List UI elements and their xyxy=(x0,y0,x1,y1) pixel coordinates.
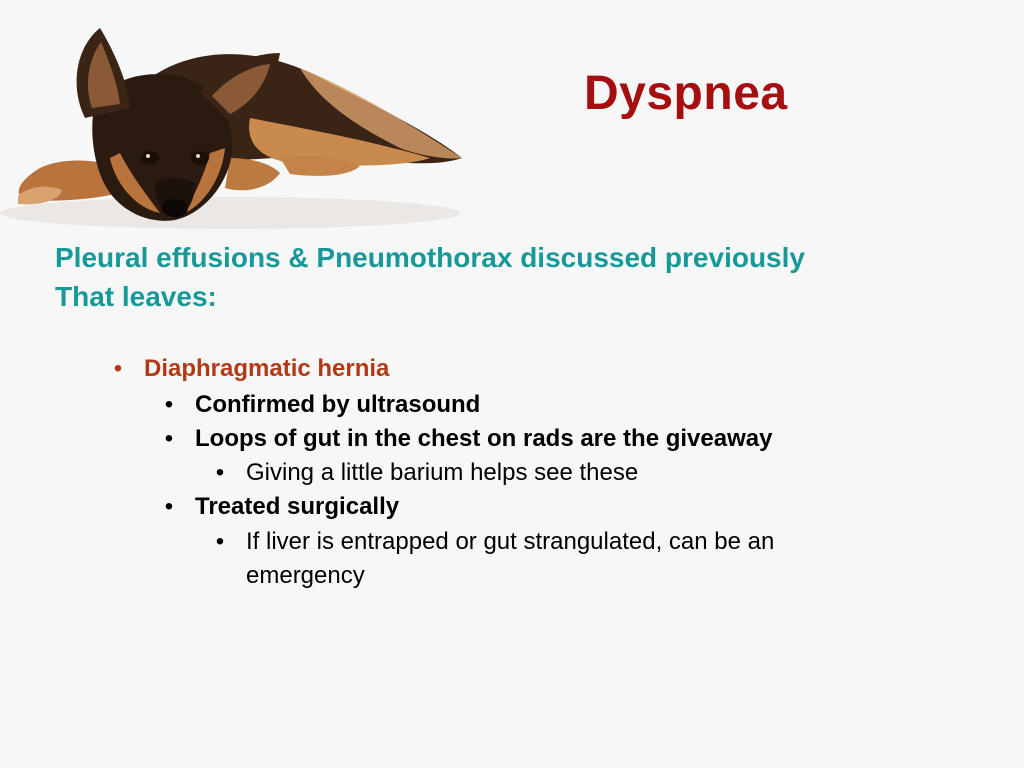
bullet-marker: • xyxy=(215,459,225,486)
bullet-item-confirmed xyxy=(164,390,481,420)
bullet-text: Loops of gut in the chest on rads are the giveaway xyxy=(195,425,773,452)
bullet-marker: • xyxy=(164,391,174,418)
intro-text xyxy=(55,238,805,316)
bullet-marker: • xyxy=(164,425,174,452)
bullet-marker: • xyxy=(113,355,123,382)
bullet-text: Treated surgically xyxy=(195,493,400,520)
bullet-text: If liver is entrapped or gut strangulated, can be an xyxy=(246,528,775,555)
bullet-item-liver-entrapped-continuation xyxy=(246,561,365,591)
bullet-item-loops-of-gut xyxy=(164,424,773,454)
intro-line-2: That leaves: xyxy=(55,281,217,312)
intro-line-1: Pleural effusions & Pneumothorax discussed previously xyxy=(55,242,805,273)
bullet-marker: • xyxy=(215,528,225,555)
bullet-item-barium xyxy=(215,458,639,488)
bullet-item-liver-entrapped xyxy=(215,527,775,557)
bullet-text: Giving a little barium helps see these xyxy=(246,459,639,486)
bullet-marker: • xyxy=(164,493,174,520)
bullet-text: Confirmed by ultrasound xyxy=(195,391,481,418)
bullet-item-diaphragmatic-hernia xyxy=(113,354,390,384)
dog-photo xyxy=(0,8,480,236)
bullet-text: emergency xyxy=(246,562,365,589)
bullet-item-treated-surgically xyxy=(164,492,400,522)
slide-title: Dyspnea xyxy=(584,67,788,120)
bullet-text: Diaphragmatic hernia xyxy=(144,355,390,382)
